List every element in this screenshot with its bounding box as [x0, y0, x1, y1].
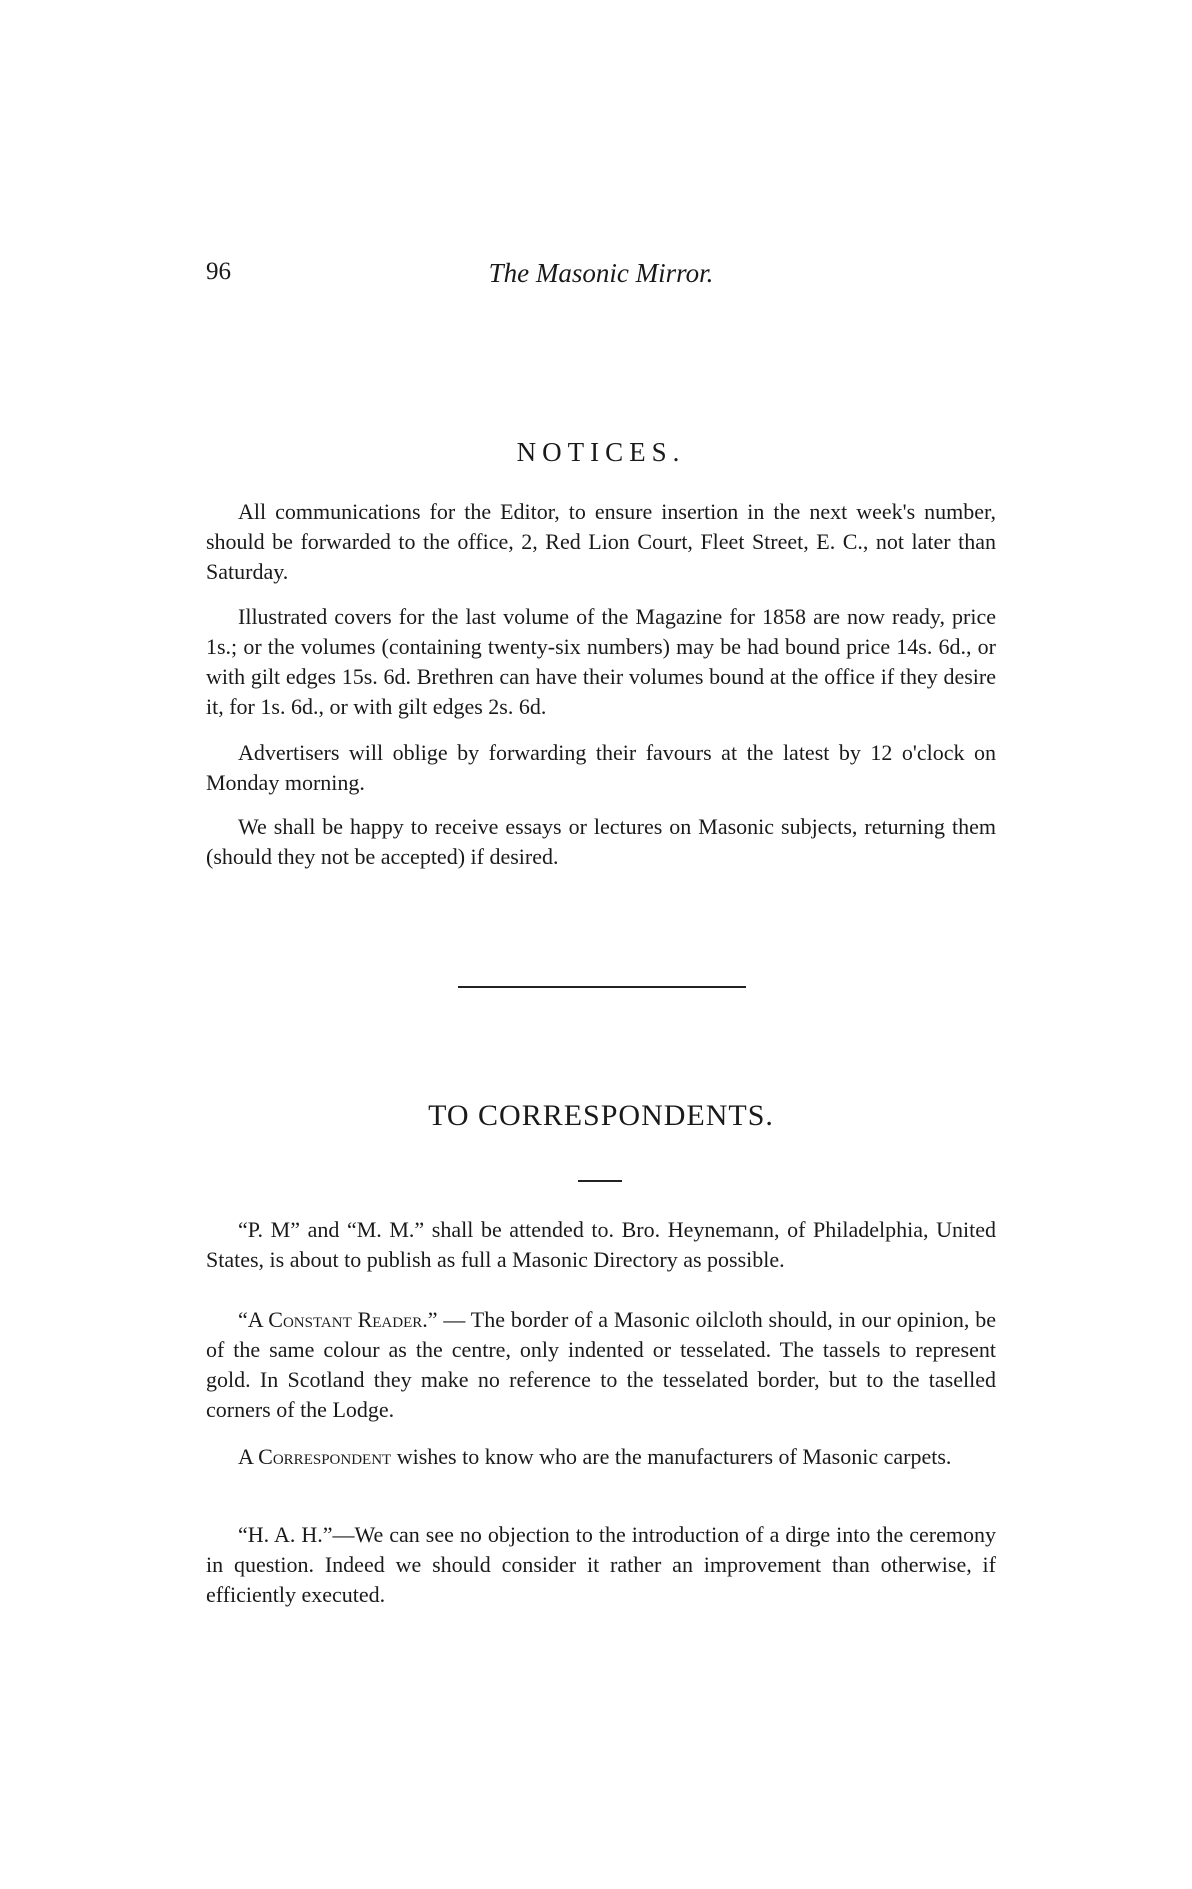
correspondent-item: [206, 1305, 996, 1425]
heading-rule: [578, 1180, 622, 1182]
correspondent-lead: A Correspondent: [238, 1444, 392, 1469]
correspondent-text: “P. M” and “M. M.” shall be attended to. Bro. Heynemann, of Philadelphia, United States, is about to publish as full a Masonic Directory as possible.: [206, 1217, 996, 1272]
correspondent-item: [206, 1442, 996, 1472]
section-divider: [458, 986, 746, 988]
notices-heading: NOTICES.: [516, 437, 686, 467]
correspondent-text: “H. A. H.”—We can see no objection to the introduction of a dirge into the ceremony in question. Indeed we should consider it rather an improvement than otherwise, if efficiently executed.: [206, 1522, 996, 1607]
running-head: [206, 258, 996, 298]
correspondent-text: — The border of a Masonic oilcloth should, in our opinion, be of the same colour as the centre, only indented or tesselated. The tassels to represent gold. In Scotland they make no reference to the tesselated border, but to the taselled corners of the Lodge.: [206, 1307, 996, 1422]
notice-paragraph: We shall be happy to receive essays or lectures on Masonic subjects, returning them (should they not be accepted) if desired.: [206, 814, 996, 869]
notice-paragraph: Advertisers will oblige by forwarding their favours at the latest by 12 o'clock on Monday morning.: [206, 740, 996, 795]
notice-paragraph: All communications for the Editor, to ensure insertion in the next week's number, should be forwarded to the office, 2, Red Lion Court, Fleet Street, E. C., not later than Saturday.: [206, 499, 996, 584]
correspondent-item: [206, 1520, 996, 1610]
journal-title: The Masonic Mirror.: [488, 258, 714, 288]
correspondent-text: wishes to know who are the manufacturers of Masonic carpets.: [391, 1444, 952, 1469]
correspondent-lead: “A Constant Reader.”: [238, 1307, 438, 1332]
correspondents-heading: TO CORRESPONDENTS.: [428, 1099, 774, 1132]
correspondent-item: [206, 1215, 996, 1275]
notice-paragraph: Illustrated covers for the last volume of the Magazine for 1858 are now ready, price 1s.; or the volumes (containing twenty-six numbers) may be had bound price 14s. 6d., or with gilt edges 15s. 6d. Brethren can have their volumes bound at the office if they desire it, for 1s. 6d., or with gilt edges 2s. 6d.: [206, 604, 996, 719]
page-number: 96: [206, 258, 231, 285]
